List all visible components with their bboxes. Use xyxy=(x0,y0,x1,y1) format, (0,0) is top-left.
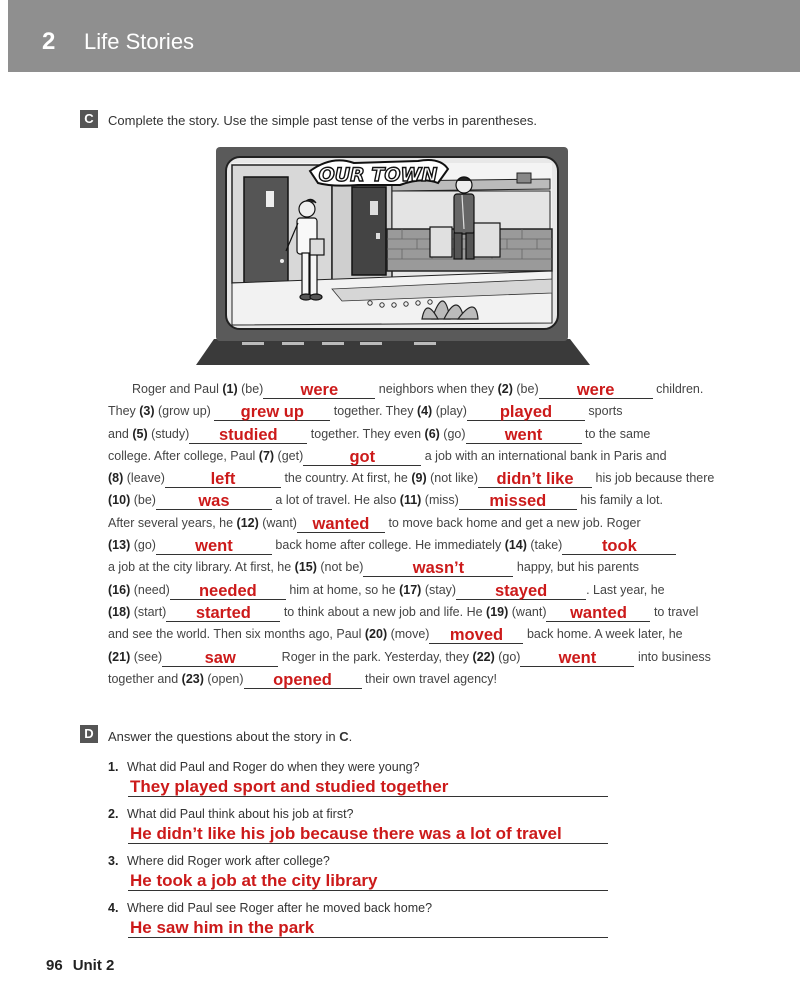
section-c-label: C xyxy=(80,110,98,128)
item-number: (11) xyxy=(399,493,422,508)
story-text: (take) xyxy=(526,538,563,553)
question-number: 2. xyxy=(108,807,119,821)
item-number: (16) xyxy=(108,582,131,597)
story-text: together. They xyxy=(330,404,417,419)
item-number: (9) xyxy=(411,471,427,486)
answer-blank[interactable]: went xyxy=(156,538,272,555)
answer-blank[interactable]: didn’t like xyxy=(478,471,592,488)
story-text: (stay) xyxy=(421,582,457,597)
story-line xyxy=(108,605,723,627)
story-text: the country. At first, he xyxy=(280,471,412,486)
question-text: Where did Paul see Roger after he moved back home? xyxy=(127,901,433,915)
question-number: 3. xyxy=(108,854,119,868)
answer-blank[interactable]: played xyxy=(467,404,585,421)
item-number: (2) xyxy=(497,382,513,396)
story-text: (be) xyxy=(237,382,264,396)
story-text: (play) xyxy=(432,404,467,419)
story-text: (grow up) xyxy=(154,404,215,419)
story-text: (leave) xyxy=(123,471,165,486)
door-center xyxy=(352,187,386,275)
story-text: (want) xyxy=(508,604,547,619)
story-text: . Last year, he xyxy=(586,582,665,597)
item-number: (5) xyxy=(132,426,148,441)
answer-line[interactable]: They played sport and studied together xyxy=(128,776,608,797)
answer-blank[interactable]: wasn’t xyxy=(363,560,513,577)
story-text: his family a lot. xyxy=(576,493,663,508)
story-line xyxy=(108,516,723,538)
question-item xyxy=(108,807,628,854)
story-line xyxy=(108,382,723,404)
story-text: (go) xyxy=(494,649,521,664)
story-line xyxy=(108,493,723,515)
unit-number: 2 xyxy=(42,28,56,55)
item-number: (23) xyxy=(181,671,204,686)
story-text: After several years, he xyxy=(108,515,237,530)
story-text: (get) xyxy=(274,448,304,463)
story-line xyxy=(108,560,723,582)
answer-blank[interactable]: went xyxy=(466,427,582,444)
story-text: neighbors when they xyxy=(375,382,498,396)
question-text: Where did Roger work after college? xyxy=(127,854,330,868)
answer-blank[interactable]: saw xyxy=(162,650,278,667)
story-text: and xyxy=(108,426,133,441)
answer-blank[interactable]: missed xyxy=(459,493,577,510)
answer-blank[interactable]: went xyxy=(520,650,634,667)
item-number: (10) xyxy=(108,493,131,508)
story-text: back home. A week later, he xyxy=(523,627,683,642)
item-number: (8) xyxy=(108,471,124,486)
item-number: (3) xyxy=(139,404,155,419)
story-text: happy, but his parents xyxy=(513,560,639,575)
story-line xyxy=(108,650,723,672)
story-text: They xyxy=(108,404,140,419)
story-line xyxy=(108,627,723,649)
story-text: (miss) xyxy=(421,493,459,508)
item-number: (21) xyxy=(108,649,131,664)
story-text: (see) xyxy=(130,649,163,664)
answer-blank[interactable]: were xyxy=(263,382,375,399)
story-text: (go) xyxy=(130,538,156,553)
story-text: (be) xyxy=(130,493,156,508)
item-number: (17) xyxy=(399,582,422,597)
story-text: (open) xyxy=(203,671,244,686)
story-line xyxy=(108,672,723,694)
answer-blank[interactable]: took xyxy=(562,538,676,555)
story-line xyxy=(108,427,723,449)
section-c-instructions: Complete the story. Use the simple past tense of the verbs in parentheses. xyxy=(108,113,537,128)
answer-blank[interactable]: left xyxy=(165,471,281,488)
answer-blank[interactable]: moved xyxy=(429,627,523,644)
page-number: 96 xyxy=(46,957,63,974)
story-text: Roger and Paul xyxy=(132,382,223,396)
item-number: (4) xyxy=(416,404,433,419)
story-text: to move back home and get a new job. Roger xyxy=(384,515,641,530)
story-text: (not be) xyxy=(316,560,364,575)
story-text: him at home, so he xyxy=(285,582,400,597)
answer-blank[interactable]: started xyxy=(166,605,280,622)
story-text: (be) xyxy=(512,382,539,396)
answer-line[interactable]: He saw him in the park xyxy=(128,917,608,938)
sign-text: OUR TOWN xyxy=(318,164,438,186)
story-text: a job with an international bank in Paris and xyxy=(421,448,667,463)
page-header xyxy=(8,0,800,72)
story-text: Roger in the park. Yesterday, they xyxy=(278,649,473,664)
story-text: back home after college. He immediately xyxy=(271,538,505,553)
story-text: children. xyxy=(652,382,704,396)
question-item xyxy=(108,854,628,901)
answer-blank[interactable]: wanted xyxy=(546,605,650,622)
story-text: to travel xyxy=(650,604,699,619)
answer-line[interactable]: He didn’t like his job because there was a lot of travel xyxy=(128,823,608,844)
story-text: together and xyxy=(108,671,182,686)
answer-blank[interactable]: wanted xyxy=(297,516,385,533)
story-text: a lot of travel. He also xyxy=(271,493,400,508)
story-line xyxy=(108,471,723,493)
story-line xyxy=(108,449,723,471)
story-text: (study) xyxy=(147,426,190,441)
story-text: (not like) xyxy=(426,471,479,486)
our-town-sign xyxy=(310,160,448,186)
story-line xyxy=(108,583,723,605)
story-line xyxy=(108,538,723,560)
item-number: (20) xyxy=(364,627,388,642)
answer-blank[interactable]: studied xyxy=(189,427,307,444)
page-footer xyxy=(46,957,114,974)
story-text: (want) xyxy=(258,515,297,530)
questions-list xyxy=(108,760,628,948)
question-text: What did Paul and Roger do when they were young? xyxy=(127,760,420,774)
story-text: sports xyxy=(584,404,623,419)
story-text: (move) xyxy=(387,627,430,642)
answer-blank[interactable]: grew up xyxy=(214,404,330,421)
section-d-instructions: Answer the questions about the story in C. xyxy=(108,729,353,744)
item-number: (18) xyxy=(108,604,131,619)
story-text: to think about a new job and life. He xyxy=(280,604,487,619)
item-number: (7) xyxy=(258,448,275,463)
item-number: (13) xyxy=(108,538,131,553)
footer-unit: Unit 2 xyxy=(72,957,115,974)
story-line xyxy=(108,404,723,426)
item-number: (14) xyxy=(504,538,527,553)
item-number: (15) xyxy=(294,560,317,575)
unit-title: Life Stories xyxy=(84,29,195,54)
answer-blank[interactable]: stayed xyxy=(456,583,586,600)
answer-blank[interactable]: needed xyxy=(170,583,286,600)
question-number: 1. xyxy=(108,760,119,774)
story-text: into business xyxy=(634,649,711,664)
story-text: and see the world. Then six months ago, Paul xyxy=(108,627,365,642)
answer-blank[interactable]: opened xyxy=(244,672,362,689)
item-number: (1) xyxy=(222,382,238,396)
story-text: together. They even xyxy=(307,426,425,441)
question-text: What did Paul think about his job at first? xyxy=(127,807,354,821)
item-number: (19) xyxy=(486,604,509,619)
story-text: to the same xyxy=(581,426,651,441)
question-number: 4. xyxy=(108,901,119,915)
item-number: (6) xyxy=(424,426,440,441)
tv-illustration xyxy=(182,143,602,367)
question-item xyxy=(108,901,628,948)
story-text: a job at the city library. At first, he xyxy=(108,560,295,575)
answer-blank[interactable]: got xyxy=(303,449,421,466)
question-item xyxy=(108,760,628,807)
story-text: his job because there xyxy=(592,471,715,486)
story-text: their own travel agency! xyxy=(361,671,498,686)
story-paragraph xyxy=(108,382,723,694)
item-number: (12) xyxy=(236,515,259,530)
story-text: (start) xyxy=(130,604,167,619)
section-d-label: D xyxy=(80,725,98,743)
answer-blank[interactable]: were xyxy=(539,382,653,399)
story-text: (need) xyxy=(130,582,170,597)
item-number: (22) xyxy=(472,649,495,664)
answer-blank[interactable]: was xyxy=(156,493,272,510)
answer-line[interactable]: He took a job at the city library xyxy=(128,870,608,891)
story-text: (go) xyxy=(439,426,466,441)
story-text: college. After college, Paul xyxy=(108,448,259,463)
